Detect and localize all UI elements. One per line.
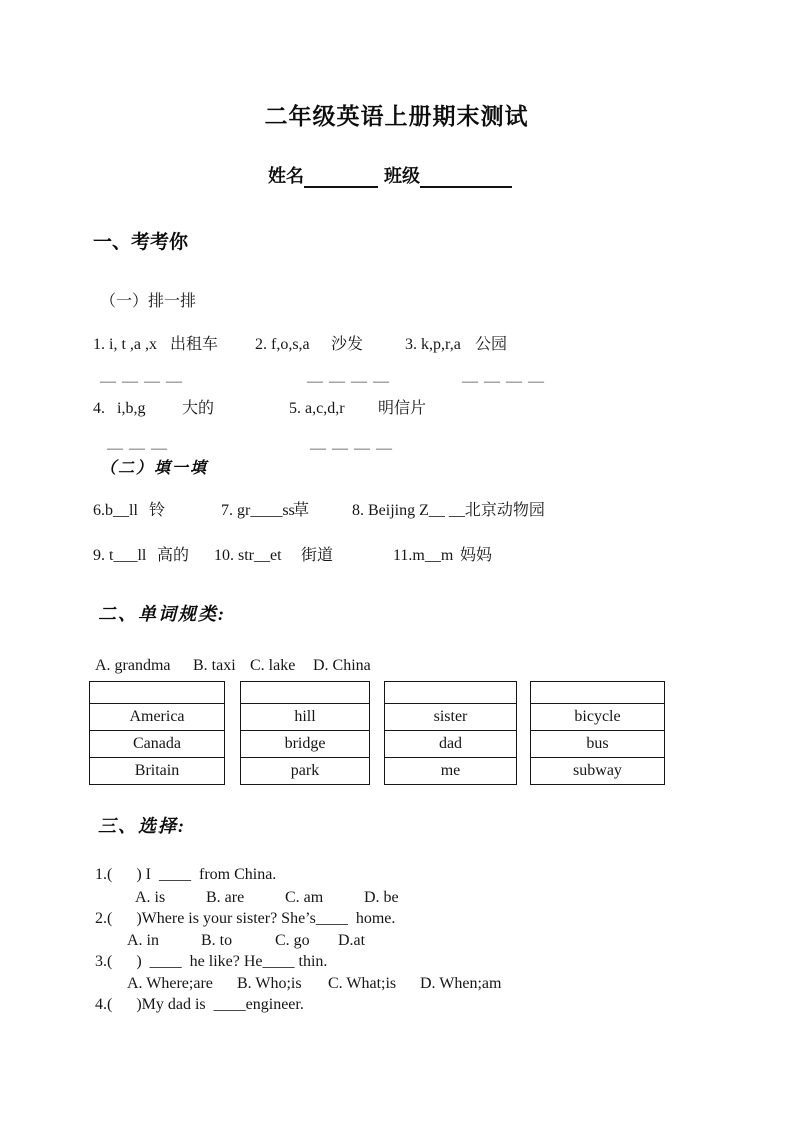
student-name-label: 姓名 xyxy=(268,166,304,187)
question-option: A. Where;are xyxy=(127,975,213,992)
fill-meaning: 铃 xyxy=(149,502,166,519)
part1b-heading: （二）填一填 xyxy=(100,460,209,477)
question-option: B. Who;is xyxy=(237,975,302,992)
table-word-cell: bicycle xyxy=(531,703,664,730)
table-word-cell: Canada xyxy=(90,730,224,757)
question-option: D. When;am xyxy=(420,975,502,992)
answer-dash-line: — — — — xyxy=(100,373,183,390)
word-meaning: 沙发 xyxy=(331,336,364,353)
word-meaning: 公园 xyxy=(475,336,508,353)
table-header-cell xyxy=(90,682,224,703)
word-meaning: 明信片 xyxy=(378,400,427,417)
question-option: B. are xyxy=(206,889,245,906)
fill-meaning: 妈妈 xyxy=(460,547,493,564)
exam-title: 二年级英语上册期末测试 xyxy=(264,103,529,129)
table-word-cell: Britain xyxy=(90,757,224,784)
question-stem: 3.( ) ____ he like? He____ thin. xyxy=(95,953,328,970)
class-label: 班级 xyxy=(384,166,420,187)
question-option: D. be xyxy=(364,889,399,906)
question-option: A. in xyxy=(127,932,159,949)
word-bank-item: A. grandma xyxy=(95,657,171,674)
question-stem: 1.( ) I ____ from China. xyxy=(95,866,277,883)
table-word-cell: bus xyxy=(531,730,664,757)
table-word-cell: subway xyxy=(531,757,664,784)
question-option: C. go xyxy=(275,932,310,949)
table-word-cell: sister xyxy=(385,703,516,730)
answer-dash-line: — — — — xyxy=(310,440,393,457)
table-header-cell xyxy=(241,682,369,703)
table-word-cell: park xyxy=(241,757,369,784)
part3-heading: 三、选择: xyxy=(98,816,186,836)
word-bank-item: D. China xyxy=(313,657,371,674)
letters-group: 2. f,o,s,a xyxy=(255,336,310,353)
question-option: D.at xyxy=(338,932,366,949)
letters-group: 5. a,c,d,r xyxy=(289,400,345,417)
answer-dash-line: — — — — xyxy=(307,373,390,390)
word-meaning: 出租车 xyxy=(170,336,219,353)
part2-heading: 二、单词规类: xyxy=(98,604,226,624)
question-option: A. is xyxy=(135,889,166,906)
word-bank-item: B. taxi xyxy=(193,657,236,674)
category-table xyxy=(384,681,517,785)
category-table xyxy=(240,681,370,785)
fill-item: 10. str__et xyxy=(214,547,282,564)
letters-group: 4. i,b,g xyxy=(93,400,146,417)
fill-meaning: 街道 xyxy=(301,547,334,564)
fill-item: 6.b__ll xyxy=(93,502,138,519)
category-table xyxy=(89,681,225,785)
word-bank-item: C. lake xyxy=(250,657,296,674)
fill-meaning: 草 xyxy=(293,502,310,519)
fill-item: 8. Beijing Z__ __北京动物园 xyxy=(352,502,545,519)
letters-group: 1. i, t ,a ,x xyxy=(93,336,157,353)
question-option: B. to xyxy=(201,932,233,949)
question-option: C. am xyxy=(285,889,324,906)
fill-item: 11.m__m xyxy=(393,547,454,564)
answer-dash-line: — — — — xyxy=(462,373,545,390)
letters-group: 3. k,p,r,a xyxy=(405,336,461,353)
student-name-blank xyxy=(304,166,378,188)
fill-item: 7. gr____ss xyxy=(221,502,295,519)
category-table xyxy=(530,681,665,785)
table-word-cell: America xyxy=(90,703,224,730)
table-word-cell: me xyxy=(385,757,516,784)
fill-item: 9. t___ll xyxy=(93,547,147,564)
name-class-line xyxy=(268,166,512,188)
answer-dash-line: — — — xyxy=(107,440,168,457)
table-header-cell xyxy=(531,682,664,703)
question-stem: 4.( )My dad is ____engineer. xyxy=(95,996,304,1013)
question-stem: 2.( )Where is your sister? She’s____ home. xyxy=(95,910,396,927)
class-blank xyxy=(420,166,512,188)
table-word-cell: hill xyxy=(241,703,369,730)
table-header-cell xyxy=(385,682,516,703)
question-option: C. What;is xyxy=(328,975,397,992)
word-meaning: 大的 xyxy=(182,400,215,417)
table-word-cell: dad xyxy=(385,730,516,757)
part1-heading: 一、考考你 xyxy=(93,232,189,253)
table-word-cell: bridge xyxy=(241,730,369,757)
part1a-heading: （一）排一排 xyxy=(100,293,197,310)
fill-meaning: 高的 xyxy=(157,547,190,564)
